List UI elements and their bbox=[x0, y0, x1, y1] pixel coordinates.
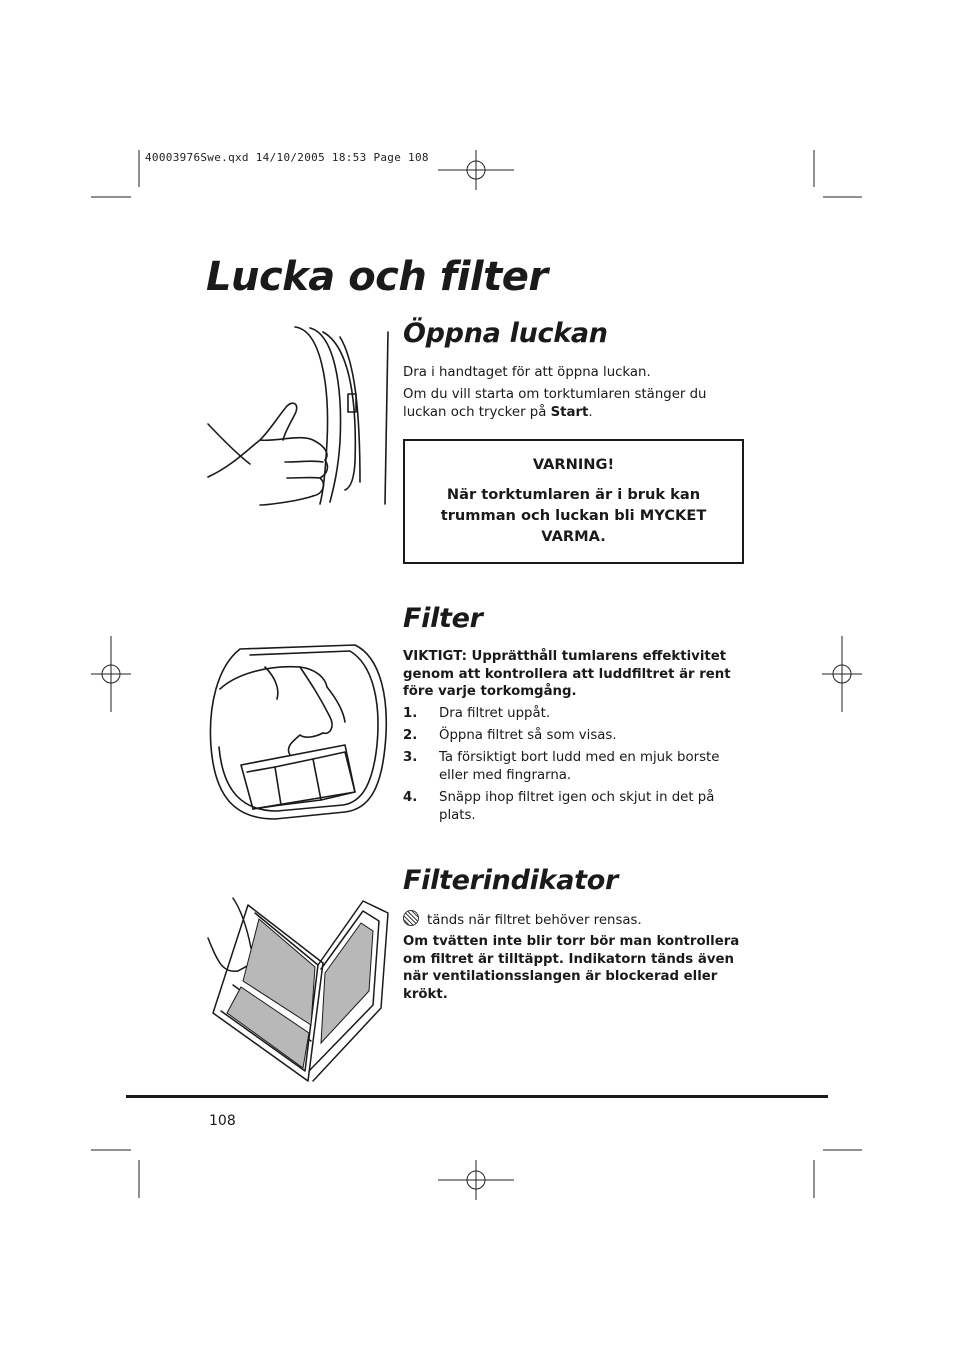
filter-indicator-icon bbox=[403, 910, 419, 926]
step-1: 1. Dra filtret uppåt. bbox=[403, 706, 551, 721]
filter-heading: Filter bbox=[403, 603, 483, 634]
step-3: 3. Ta försiktigt bort ludd med en mjuk borste eller med fingrarna. bbox=[403, 750, 720, 783]
open-door-heading: Öppna luckan bbox=[403, 318, 608, 349]
page-number: 108 bbox=[209, 1113, 236, 1129]
filter-steps bbox=[403, 705, 733, 829]
page-title: Lucka och filter bbox=[206, 254, 548, 300]
open-filter-illustration bbox=[203, 893, 393, 1083]
indicator-heading: Filterindikator bbox=[403, 865, 618, 896]
start-button-label: Start bbox=[550, 405, 589, 420]
footer-rule bbox=[126, 1095, 828, 1098]
filter-important: VIKTIGT: Upprätthåll tumlarens effektivitet genom att kontrollera att luddfiltret är rent före varje torkomgång. bbox=[403, 649, 731, 699]
warning-title: VARNING! bbox=[532, 456, 615, 473]
indicator-bold: Om tvätten inte blir torr bör man kontrollera om filtret är tilltäppt. Indikatorn tänds även när ventilationsslangen är blockerad eller krökt. bbox=[403, 934, 740, 1002]
filter-illustration bbox=[205, 637, 390, 822]
indicator-line: tänds när filtret behöver rensas. bbox=[403, 910, 743, 930]
step-2: 2. Öppna filtret så som visas. bbox=[403, 728, 617, 743]
step-4: 4. Snäpp ihop filtret igen och skjut in det på plats. bbox=[403, 790, 715, 823]
file-slug: 40003976Swe.qxd 14/10/2005 18:53 Page 108 bbox=[145, 151, 429, 164]
warning-box bbox=[403, 439, 744, 564]
open-door-text-2: Om du vill starta om torktumlaren stänger du luckan och trycker på Start. bbox=[403, 387, 707, 420]
door-illustration bbox=[205, 322, 395, 507]
warning-body: När torktumlaren är i bruk kan trumman och luckan bli MYCKET VARMA. bbox=[440, 486, 707, 545]
open-door-text-1: Dra i handtaget för att öppna luckan. bbox=[403, 365, 651, 380]
